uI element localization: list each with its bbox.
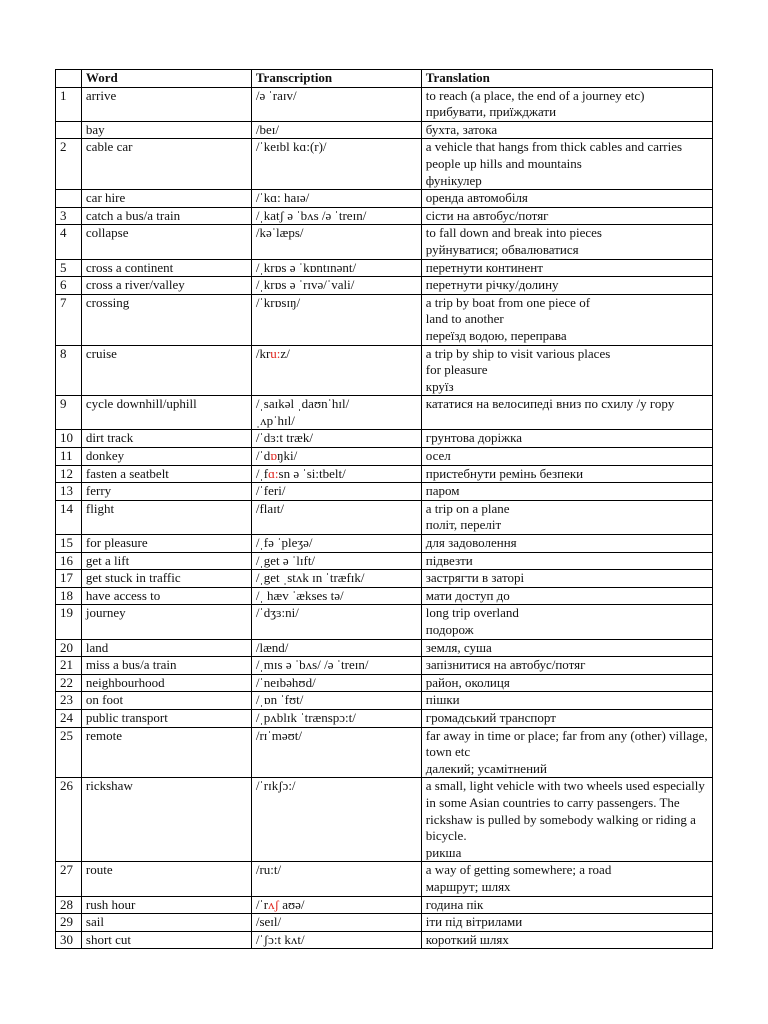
row-transcription: /ˌmɪs ə ˈbʌs/ /ə ˈtreɪn/ [251,657,421,675]
row-word: on foot [81,692,251,710]
table-row [56,862,713,896]
transcription-highlight: ʌʃ [268,896,279,912]
row-transcription: /ˌkrɒs ə ˈkɒntɪnənt/ [251,259,421,277]
transcription-text: /ˈr [255,896,269,912]
row-translation: сісти на автобус/потяг [421,207,712,225]
row-transcription: /ru:t/ [251,862,421,896]
row-transcription: /kəˈlæps/ [251,225,421,259]
table-row [56,657,713,675]
table-row [56,396,713,430]
row-word: flight [81,500,251,534]
row-word: get stuck in traffic [81,570,251,588]
row-word: cross a river/valley [81,277,251,295]
row-word: collapse [81,225,251,259]
table-row [56,914,713,932]
table-row [56,570,713,588]
table-row [56,225,713,259]
row-number: 14 [56,500,82,534]
row-transcription: /seɪl/ [251,914,421,932]
row-number: 18 [56,587,82,605]
row-number: 23 [56,692,82,710]
header-word: Word [81,70,251,88]
row-translation: для задоволення [421,535,712,553]
row-number: 30 [56,931,82,949]
row-translation: long trip overland подорож [421,605,712,639]
header-translation: Translation [421,70,712,88]
table-row [56,87,713,121]
table-row [56,121,713,139]
table-row [56,535,713,553]
row-word: ferry [81,483,251,501]
row-translation: перетнути континент [421,259,712,277]
row-word: route [81,862,251,896]
row-transcription [251,896,421,914]
transcription-highlight: ɒ [270,448,278,464]
row-number: 7 [56,294,82,345]
table-row [56,552,713,570]
row-transcription [251,465,421,483]
row-word: fasten a seatbelt [81,465,251,483]
row-transcription: /ˈʃɔ:t kʌt/ [251,931,421,949]
transcription-text: sn ə ˈsi:tbelt/ [278,465,346,481]
vocabulary-table [55,69,713,949]
row-transcription: /ˌ hæv ˈækses tə/ [251,587,421,605]
row-transcription: /lænd/ [251,639,421,657]
row-translation: a vehicle that hangs from thick cables and carries people up hills and mountains фунікулер [421,139,712,190]
table-row [56,605,713,639]
row-translation: бухта, затока [421,121,712,139]
row-number: 4 [56,225,82,259]
row-translation: підвезти [421,552,712,570]
row-number: 2 [56,139,82,190]
table-row [56,483,713,501]
row-word: land [81,639,251,657]
row-word: bay [81,121,251,139]
table-row [56,207,713,225]
row-translation: перетнути річку/долину [421,277,712,295]
row-number: 16 [56,552,82,570]
row-translation: мати доступ до [421,587,712,605]
row-transcription: /ˈferi/ [251,483,421,501]
row-number: 1 [56,87,82,121]
header-row [56,70,713,88]
header-transcription: Transcription [251,70,421,88]
row-word: miss a bus/a train [81,657,251,675]
row-word: cruise [81,345,251,396]
row-translation: іти під вітрилами [421,914,712,932]
row-transcription: /ˈneɪbəhʊd/ [251,674,421,692]
row-transcription: /ˌsaɪkəl ˌdaʊnˈhɪl/ ˌʌpˈhɪl/ [251,396,421,430]
table-row [56,430,713,448]
row-translation: a way of getting somewhere; a road маршрут; шлях [421,862,712,896]
row-transcription: /ə ˈraɪv/ [251,87,421,121]
row-translation: грунтова доріжка [421,430,712,448]
row-translation: пішки [421,692,712,710]
row-word: sail [81,914,251,932]
row-number: 9 [56,396,82,430]
row-word: public transport [81,709,251,727]
row-translation: запізнитися на автобус/потяг [421,657,712,675]
row-translation: a trip on a plane політ, переліт [421,500,712,534]
row-transcription [251,448,421,466]
table-row [56,896,713,914]
row-translation: пристебнути ремінь безпеки [421,465,712,483]
row-transcription: /ˈkeɪbl kɑ:(r)/ [251,139,421,190]
row-number: 20 [56,639,82,657]
row-transcription: /beɪ/ [251,121,421,139]
table-row [56,448,713,466]
row-transcription: /ˈdʒɜ:ni/ [251,605,421,639]
row-translation: громадський транспорт [421,709,712,727]
table-row [56,259,713,277]
row-translation: осел [421,448,712,466]
table-body [56,87,713,949]
row-transcription: /ˈkɑ: haɪə/ [251,190,421,208]
row-transcription [251,345,421,396]
row-word: short cut [81,931,251,949]
table-row [56,587,713,605]
table-row [56,639,713,657]
row-number: 13 [56,483,82,501]
transcription-highlight: ɑ: [268,465,279,481]
row-transcription: /ˌkatʃ ə ˈbʌs /ə ˈtreɪn/ [251,207,421,225]
row-transcription: /rɪˈməʊt/ [251,727,421,778]
table-row [56,345,713,396]
row-transcription: /ˌfə ˈpleʒə/ [251,535,421,553]
row-transcription: /flaɪt/ [251,500,421,534]
row-word: catch a bus/a train [81,207,251,225]
row-number: 25 [56,727,82,778]
row-word: arrive [81,87,251,121]
row-number: 3 [56,207,82,225]
row-translation: far away in time or place; far from any (other) village, town etc далекий; усамітнений [421,727,712,778]
transcription-highlight: u: [270,345,281,361]
row-word: car hire [81,190,251,208]
row-number: 29 [56,914,82,932]
row-translation: a trip by boat from one piece of land to another переїзд водою, переправа [421,294,712,345]
transcription-text: /ˈd [255,448,271,464]
row-word: donkey [81,448,251,466]
row-word: cable car [81,139,251,190]
table-row [56,692,713,710]
row-transcription: /ˌget ə ˈlɪft/ [251,552,421,570]
row-word: rush hour [81,896,251,914]
row-number: 10 [56,430,82,448]
transcription-text: z/ [280,345,290,361]
row-number: 19 [56,605,82,639]
row-transcription: /ˌpʌblɪk ˈtrænspɔ:t/ [251,709,421,727]
table-row [56,931,713,949]
row-number: 5 [56,259,82,277]
table-row [56,294,713,345]
row-word: for pleasure [81,535,251,553]
table-row [56,465,713,483]
row-translation: a small, light vehicle with two wheels used especially in some Asian countries to carry passengers. The rickshaw is pulled by somebody walking or riding a bicycle. рикша [421,778,712,862]
table-header [56,70,713,88]
row-translation: район, околиця [421,674,712,692]
row-translation: оренда автомобіля [421,190,712,208]
transcription-text: aʊə/ [278,896,305,912]
transcription-text: ŋki/ [277,448,298,464]
row-word: rickshaw [81,778,251,862]
table-row [56,727,713,778]
header-number [56,70,82,88]
row-translation: короткий шлях [421,931,712,949]
row-translation: to fall down and break into pieces руйнуватися; обвалюватися [421,225,712,259]
row-number [56,121,82,139]
row-number: 8 [56,345,82,396]
row-word: cross a continent [81,259,251,277]
row-translation: земля, суша [421,639,712,657]
row-number: 26 [56,778,82,862]
transcription-text: /ˌf [255,465,269,481]
row-translation: година пік [421,896,712,914]
row-number: 28 [56,896,82,914]
row-word: have access to [81,587,251,605]
row-word: crossing [81,294,251,345]
row-number: 15 [56,535,82,553]
row-translation: застрягти в заторі [421,570,712,588]
transcription-text: /kr [255,345,271,361]
row-translation: паром [421,483,712,501]
table-row [56,500,713,534]
row-number: 27 [56,862,82,896]
row-number: 6 [56,277,82,295]
row-number: 17 [56,570,82,588]
row-number: 21 [56,657,82,675]
row-word: remote [81,727,251,778]
row-number: 11 [56,448,82,466]
row-transcription: /ˈdɜ:t træk/ [251,430,421,448]
row-transcription: /ˌget ˌstʌk ɪn ˈtræfɪk/ [251,570,421,588]
table-row [56,277,713,295]
table-row [56,778,713,862]
row-transcription: /ˌɒn ˈfʊt/ [251,692,421,710]
row-number [56,190,82,208]
row-transcription: /ˈrɪkʃɔ:/ [251,778,421,862]
table-row [56,190,713,208]
row-number: 22 [56,674,82,692]
row-translation: кататися на велосипеді вниз по схилу /у гору [421,396,712,430]
row-transcription: /ˈkrɒsɪŋ/ [251,294,421,345]
row-translation: to reach (a place, the end of a journey etc) прибувати, приїжджати [421,87,712,121]
row-word: cycle downhill/uphill [81,396,251,430]
row-word: dirt track [81,430,251,448]
row-word: neighbourhood [81,674,251,692]
table-row [56,674,713,692]
row-number: 12 [56,465,82,483]
table-row [56,139,713,190]
row-word: get a lift [81,552,251,570]
row-word: journey [81,605,251,639]
table-row [56,709,713,727]
row-number: 24 [56,709,82,727]
row-transcription: /ˌkrɒs ə ˈrɪvə/ˈvali/ [251,277,421,295]
row-translation: a trip by ship to visit various places for pleasure круїз [421,345,712,396]
